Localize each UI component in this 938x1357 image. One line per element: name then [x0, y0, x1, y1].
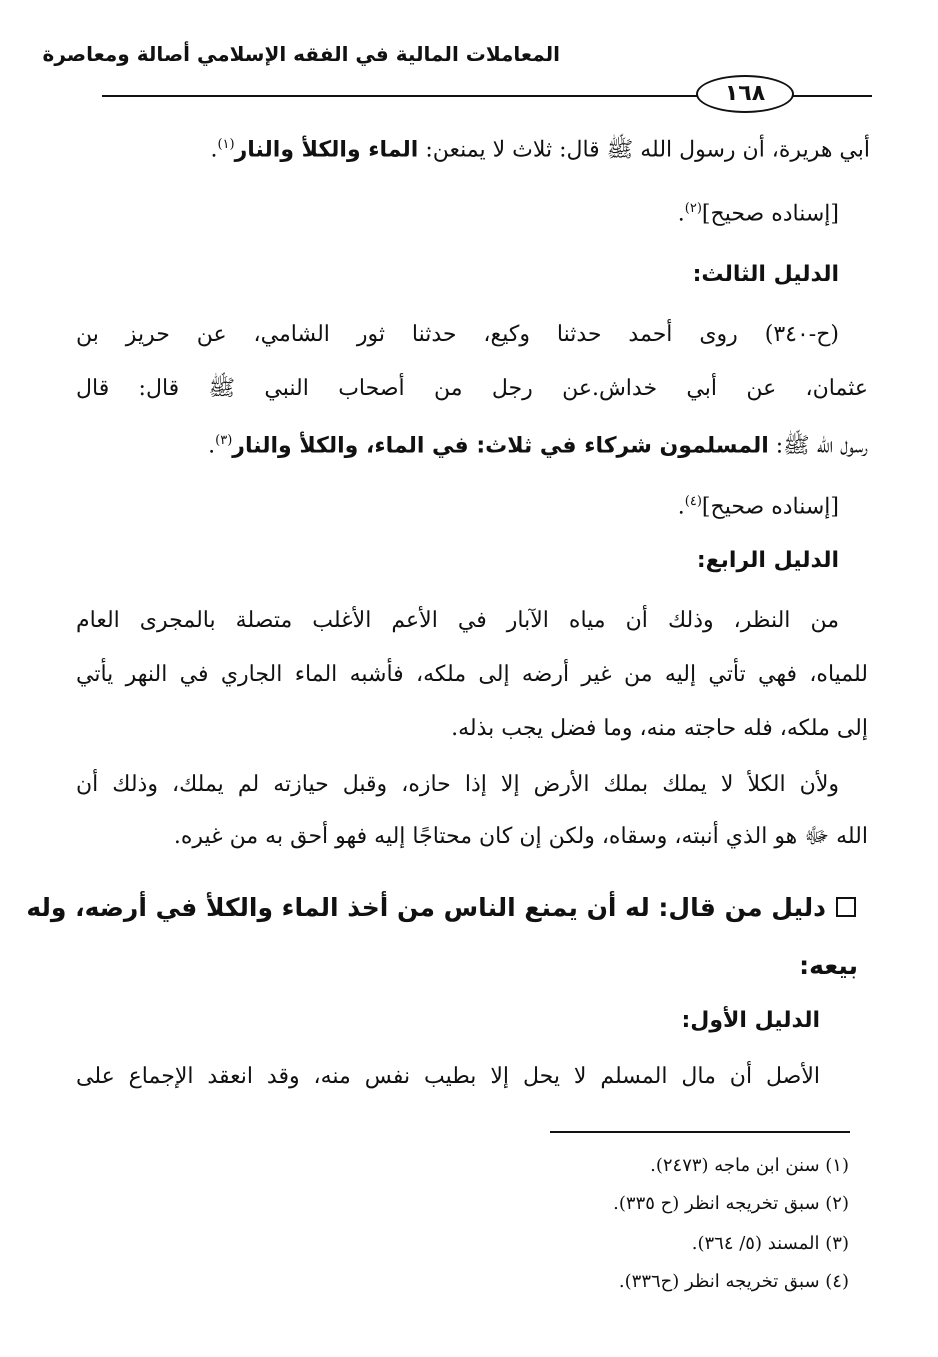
- section-heading-fourth-evidence: الدليل الرابع:: [696, 548, 839, 573]
- paragraph-3-line-2: عثمان، عن أبي خداش.عن رجل من أصحاب النبي ﷺ قال: قال: [76, 376, 868, 401]
- paragraph-4-line-2: للمياه، فهي تأتي إليه من غير أرضه إلى ملكه، فأشبه الماء الجاري في النهر يأتي: [76, 662, 868, 687]
- paragraph-4-line-1: من النظر، وذلك أن مياه الآبار في الأعم الأغلب متصلة بالمجرى العام: [76, 608, 839, 633]
- hadith-intro: رسول الله ﷺ:: [768, 433, 868, 459]
- paragraph-5-line-1: ولأن الكلأ لا يملك بملك الأرض إلا إذا حازه، وقبل حيازته لم يملك، وذلك أن: [76, 772, 839, 797]
- hadith-bold-text: الماء والكلأ والنار: [234, 137, 419, 163]
- section-heading-first-evidence: الدليل الأول:: [681, 1008, 820, 1033]
- footnote-3: (٣) المسند (٥/ ٣٦٤).: [691, 1233, 849, 1254]
- checkbox-square-icon: [836, 897, 856, 917]
- footnote-ref-4: (٤): [684, 494, 702, 509]
- running-title: المعاملات المالية في الفقه الإسلامي أصالة ومعاصرة: [42, 42, 560, 66]
- opinion-heading-line-2: بيعه:: [799, 951, 858, 980]
- footnote-1: (١) سنن ابن ماجه (٢٤٧٣).: [650, 1155, 849, 1176]
- paragraph-5-line-2: الله ﷻ هو الذي أنبته، وسقاه، ولكن إن كان محتاجًا إليه فهو أحق به من غيره.: [173, 824, 868, 849]
- footnote-ref-3: (٣): [215, 433, 233, 448]
- period: .: [677, 494, 685, 520]
- paragraph-3-line-1: (ح-٣٤٠) روى أحمد حدثنا وكيع، حدثنا ثور الشامي، عن حريز بن: [76, 322, 839, 347]
- page-number: ١٦٨: [696, 75, 794, 113]
- footnote-ref-2: (٢): [684, 201, 702, 216]
- period: .: [208, 433, 216, 459]
- period: .: [677, 201, 685, 227]
- opinion-heading-text: دليل من قال: له أن يمنع الناس من أخذ الماء والكلأ في أرضه، وله: [26, 893, 826, 922]
- isnad-grade-1: [678, 192, 839, 231]
- opinion-heading-line-1: [26, 888, 856, 928]
- paragraph-6-line-1: الأصل أن مال المسلم لا يحل إلا بطيب نفس منه، وقد انعقد الإجماع على: [76, 1064, 820, 1089]
- isnad-text: [إسناده صحيح]: [701, 494, 839, 520]
- hadith-bold-text: المسلمون شركاء في ثلاث: في الماء، والكلأ والنار: [232, 433, 769, 459]
- paragraph-3-line-3: [208, 424, 868, 463]
- footnote-2: (٢) سبق تخريجه انظر (ح ٣٣٥).: [613, 1193, 849, 1214]
- isnad-text: [إسناده صحيح]: [701, 201, 839, 227]
- footnote-ref-1: (١): [217, 137, 235, 152]
- section-heading-third-evidence: الدليل الثالث:: [692, 262, 839, 287]
- period: .: [210, 137, 218, 163]
- paragraph-4-line-3: إلى ملكه، فله حاجته منه، وما فضل يجب بذله.: [451, 716, 868, 741]
- hadith-line-1: [210, 128, 870, 167]
- footnote-separator: [550, 1131, 850, 1133]
- hadith-text: أبي هريرة، أن رسول الله ﷺ قال: ثلاث لا يمنعن:: [418, 137, 870, 163]
- isnad-grade-2: [678, 485, 839, 524]
- footnote-4: (٤) سبق تخريجه انظر (ح٣٣٦).: [618, 1271, 849, 1292]
